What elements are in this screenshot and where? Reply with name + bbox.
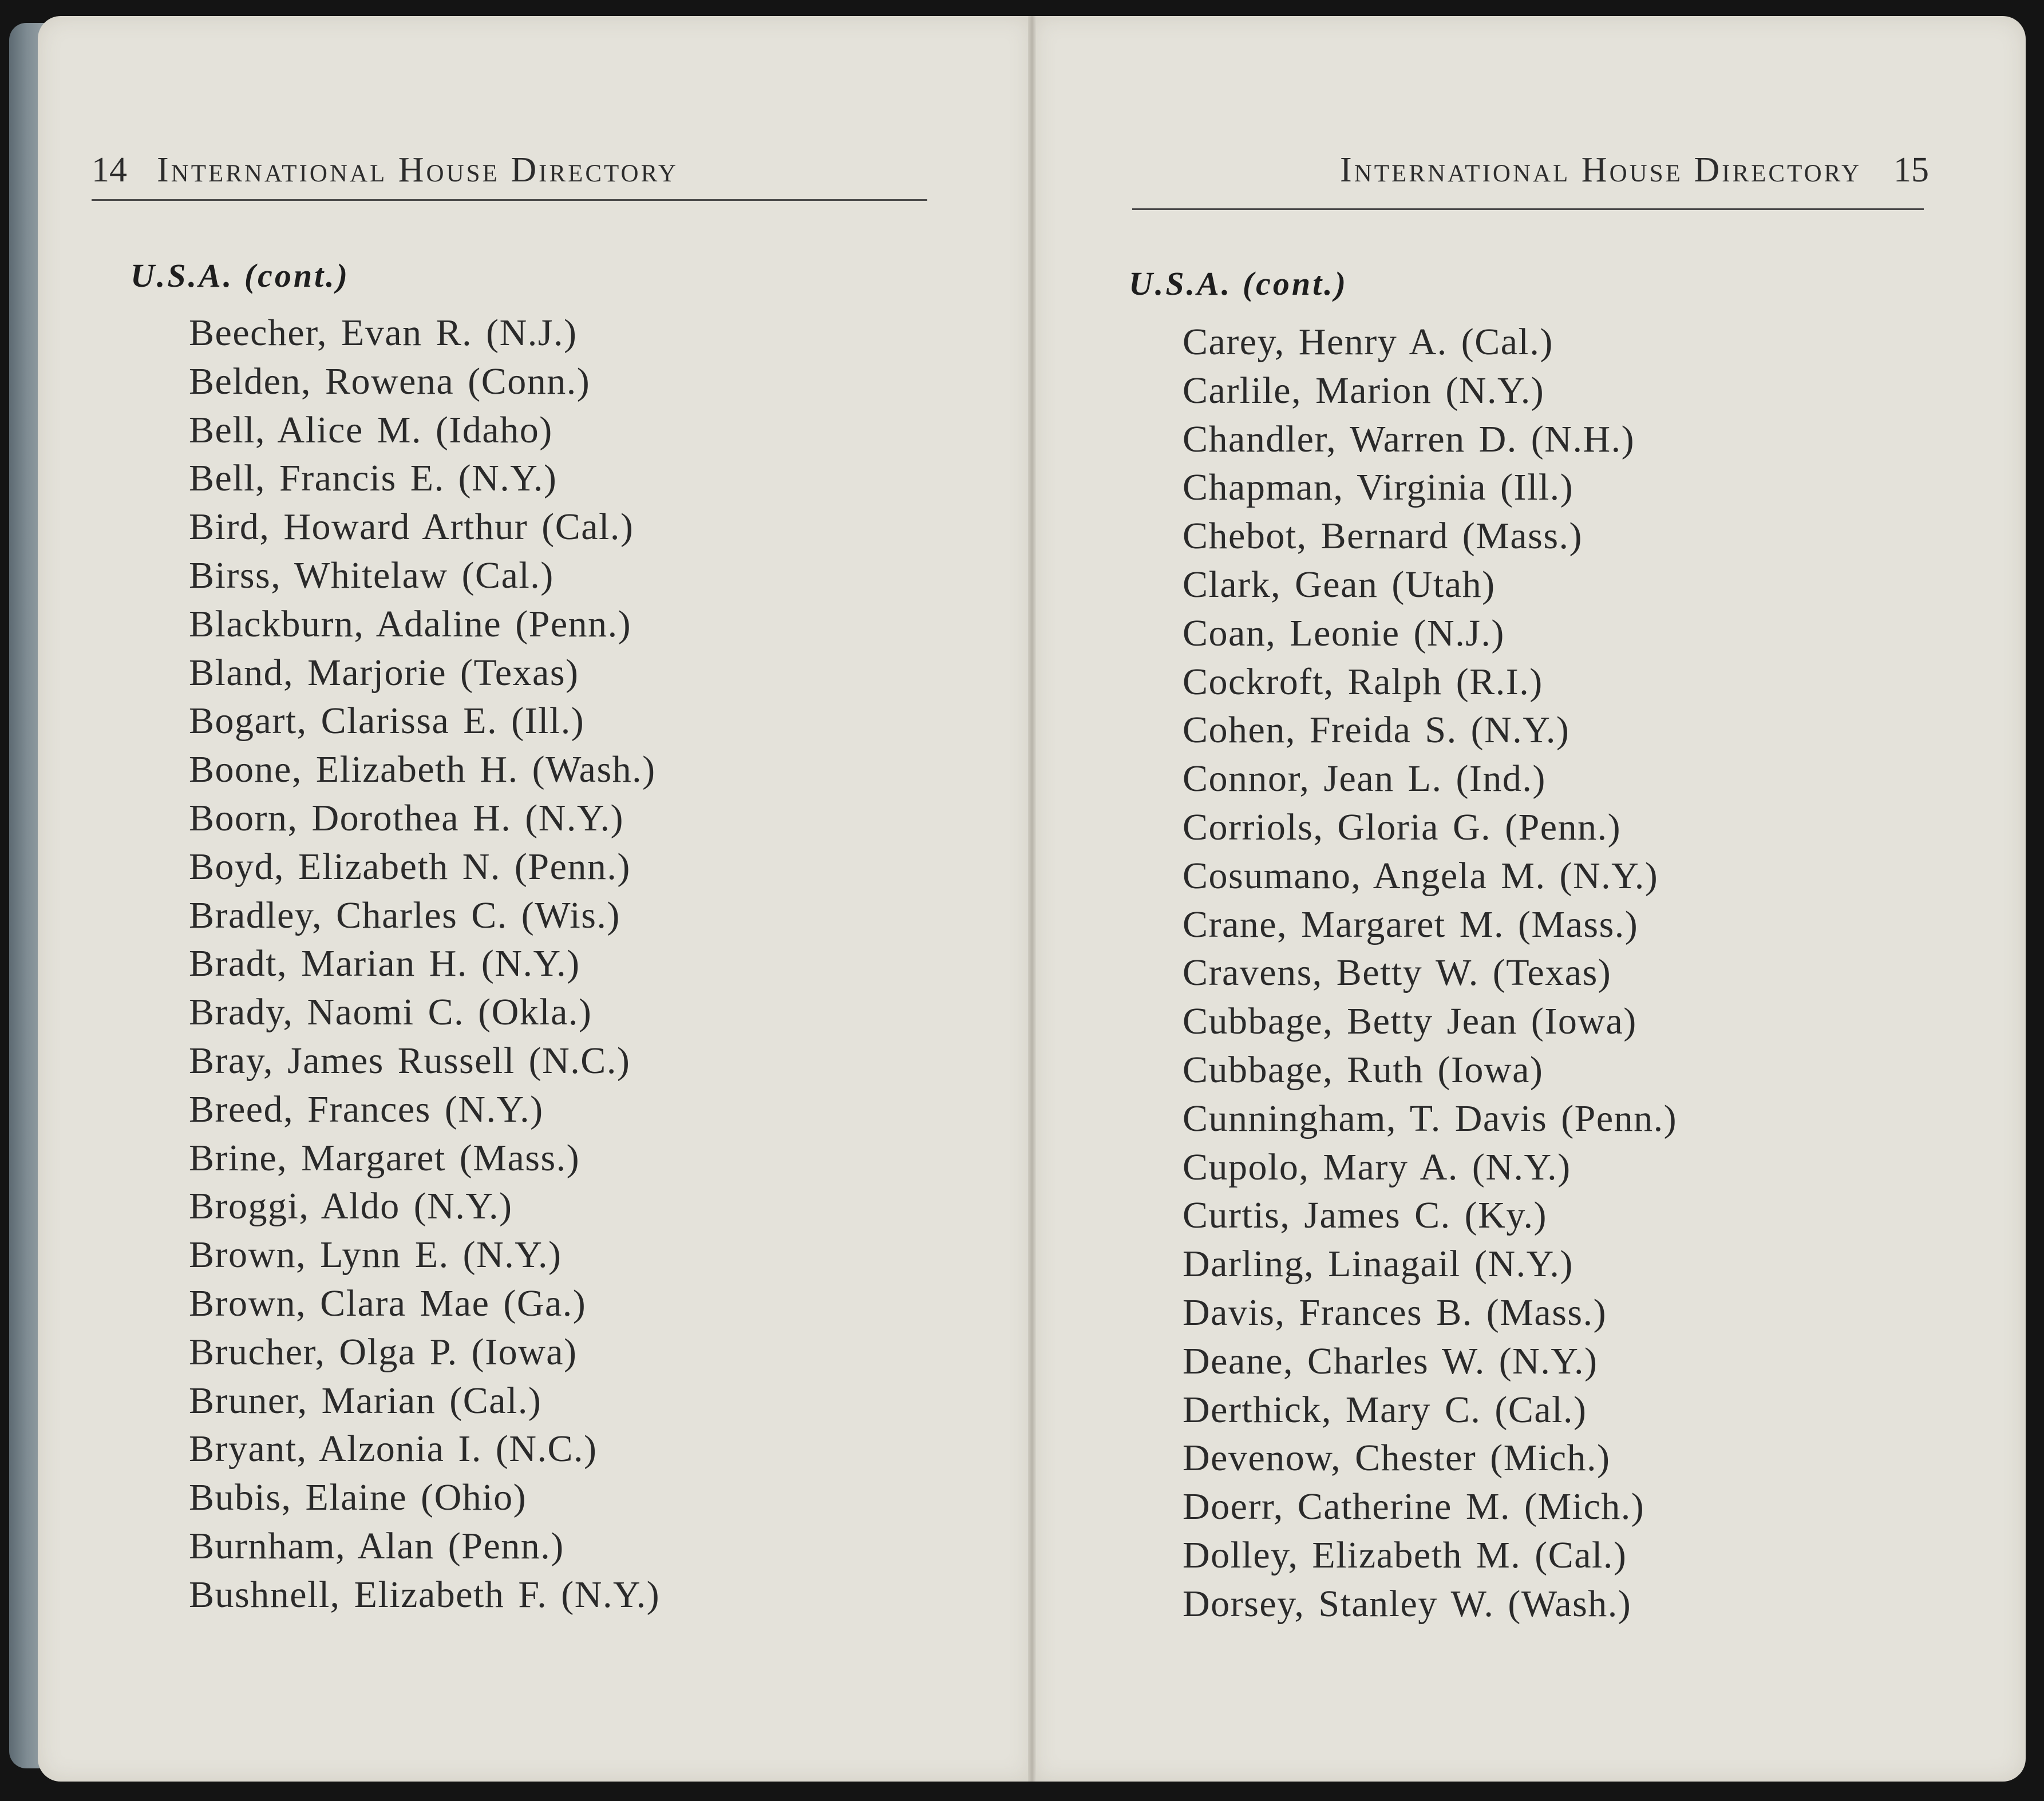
right-directory-entry: Cohen, Freida S. (N.Y.) bbox=[1183, 709, 1570, 751]
left-directory-entry: Belden, Rowena (Conn.) bbox=[189, 360, 591, 402]
left-directory-entry: Bradley, Charles C. (Wis.) bbox=[189, 894, 620, 936]
right-directory-entry: Davis, Frances B. (Mass.) bbox=[1183, 1291, 1607, 1333]
right-page-number: 15 bbox=[1893, 151, 1929, 189]
left-entry-list bbox=[189, 309, 660, 1620]
right-directory-entry: Connor, Jean L. (Ind.) bbox=[1183, 758, 1546, 800]
right-directory-entry: Derthick, Mary C. (Cal.) bbox=[1183, 1388, 1587, 1431]
right-directory-entry: Cubbage, Betty Jean (Iowa) bbox=[1183, 1000, 1637, 1043]
right-directory-entry: Cosumano, Angela M. (N.Y.) bbox=[1183, 854, 1659, 897]
right-directory-entry: Chebot, Bernard (Mass.) bbox=[1183, 515, 1583, 557]
right-entry-list bbox=[1183, 318, 1677, 1629]
left-directory-entry: Birss, Whitelaw (Cal.) bbox=[189, 554, 554, 596]
right-directory-entry: Cupolo, Mary A. (N.Y.) bbox=[1183, 1146, 1571, 1188]
left-directory-entry: Bubis, Elaine (Ohio) bbox=[189, 1477, 527, 1519]
right-directory-entry: Cunningham, T. Davis (Penn.) bbox=[1183, 1097, 1678, 1139]
left-running-header bbox=[92, 150, 927, 196]
left-directory-entry: Burnham, Alan (Penn.) bbox=[189, 1525, 564, 1567]
right-directory-entry: Carlile, Marion (N.Y.) bbox=[1183, 369, 1545, 411]
right-directory-entry: Cubbage, Ruth (Iowa) bbox=[1183, 1048, 1544, 1091]
right-directory-entry: Curtis, James C. (Ky.) bbox=[1183, 1194, 1548, 1237]
right-directory-entry: Chapman, Virginia (Ill.) bbox=[1183, 466, 1574, 509]
right-section-title: U.S.A. (cont.) bbox=[1129, 265, 1349, 302]
left-directory-entry: Brine, Margaret (Mass.) bbox=[189, 1137, 580, 1179]
right-directory-entry: Cockroft, Ralph (R.I.) bbox=[1183, 660, 1543, 703]
left-directory-entry: Boorn, Dorothea H. (N.Y.) bbox=[189, 797, 624, 839]
left-directory-entry: Breed, Frances (N.Y.) bbox=[189, 1088, 544, 1130]
left-running-head-title: International House Directory bbox=[157, 151, 678, 189]
left-header-rule bbox=[92, 199, 927, 201]
left-directory-entry: Broggi, Aldo (N.Y.) bbox=[189, 1185, 513, 1228]
left-directory-entry: Bray, James Russell (N.C.) bbox=[189, 1039, 631, 1082]
left-directory-entry: Bruner, Marian (Cal.) bbox=[189, 1379, 542, 1422]
left-directory-entry: Bell, Alice M. (Idaho) bbox=[189, 409, 553, 451]
left-directory-entry: Boone, Elizabeth H. (Wash.) bbox=[189, 749, 656, 791]
right-directory-entry: Dolley, Elizabeth M. (Cal.) bbox=[1183, 1534, 1627, 1576]
left-directory-entry: Brucher, Olga P. (Iowa) bbox=[189, 1331, 578, 1373]
right-running-header bbox=[1219, 150, 1929, 196]
left-directory-entry: Boyd, Elizabeth N. (Penn.) bbox=[189, 845, 631, 888]
left-directory-entry: Blackburn, Adaline (Penn.) bbox=[189, 603, 632, 645]
left-directory-entry: Bird, Howard Arthur (Cal.) bbox=[189, 506, 634, 548]
right-directory-entry: Carey, Henry A. (Cal.) bbox=[1183, 321, 1553, 363]
left-directory-entry: Bushnell, Elizabeth F. (N.Y.) bbox=[189, 1573, 661, 1616]
left-directory-entry: Brown, Lynn E. (N.Y.) bbox=[189, 1234, 562, 1276]
right-directory-entry: Clark, Gean (Utah) bbox=[1183, 563, 1496, 605]
left-directory-entry: Brown, Clara Mae (Ga.) bbox=[189, 1282, 587, 1324]
left-directory-entry: Bell, Francis E. (N.Y.) bbox=[189, 457, 558, 500]
book-gutter bbox=[1028, 16, 1036, 1782]
left-page-number: 14 bbox=[92, 151, 127, 189]
right-directory-entry: Coan, Leonie (N.J.) bbox=[1183, 612, 1505, 654]
left-directory-entry: Bland, Marjorie (Texas) bbox=[189, 651, 579, 694]
left-directory-entry: Bradt, Marian H. (N.Y.) bbox=[189, 943, 580, 985]
right-running-head-title: International House Directory bbox=[1340, 151, 1861, 189]
left-section-title: U.S.A. (cont.) bbox=[131, 257, 350, 294]
right-directory-entry: Doerr, Catherine M. (Mich.) bbox=[1183, 1486, 1645, 1528]
right-directory-entry: Darling, Linagail (N.Y.) bbox=[1183, 1243, 1573, 1285]
right-directory-entry: Corriols, Gloria G. (Penn.) bbox=[1183, 806, 1622, 848]
right-header-rule bbox=[1132, 208, 1924, 210]
right-directory-entry: Deane, Charles W. (N.Y.) bbox=[1183, 1340, 1598, 1382]
left-directory-entry: Brady, Naomi C. (Okla.) bbox=[189, 991, 592, 1034]
left-directory-entry: Beecher, Evan R. (N.J.) bbox=[189, 312, 578, 354]
right-directory-entry: Dorsey, Stanley W. (Wash.) bbox=[1183, 1582, 1632, 1625]
right-directory-entry: Devenow, Chester (Mich.) bbox=[1183, 1437, 1611, 1479]
right-directory-entry: Crane, Margaret M. (Mass.) bbox=[1183, 903, 1639, 945]
left-directory-entry: Bryant, Alzonia I. (N.C.) bbox=[189, 1428, 598, 1470]
right-directory-entry: Chandler, Warren D. (N.H.) bbox=[1183, 418, 1635, 460]
left-directory-entry: Bogart, Clarissa E. (Ill.) bbox=[189, 700, 585, 742]
right-directory-entry: Cravens, Betty W. (Texas) bbox=[1183, 952, 1612, 994]
